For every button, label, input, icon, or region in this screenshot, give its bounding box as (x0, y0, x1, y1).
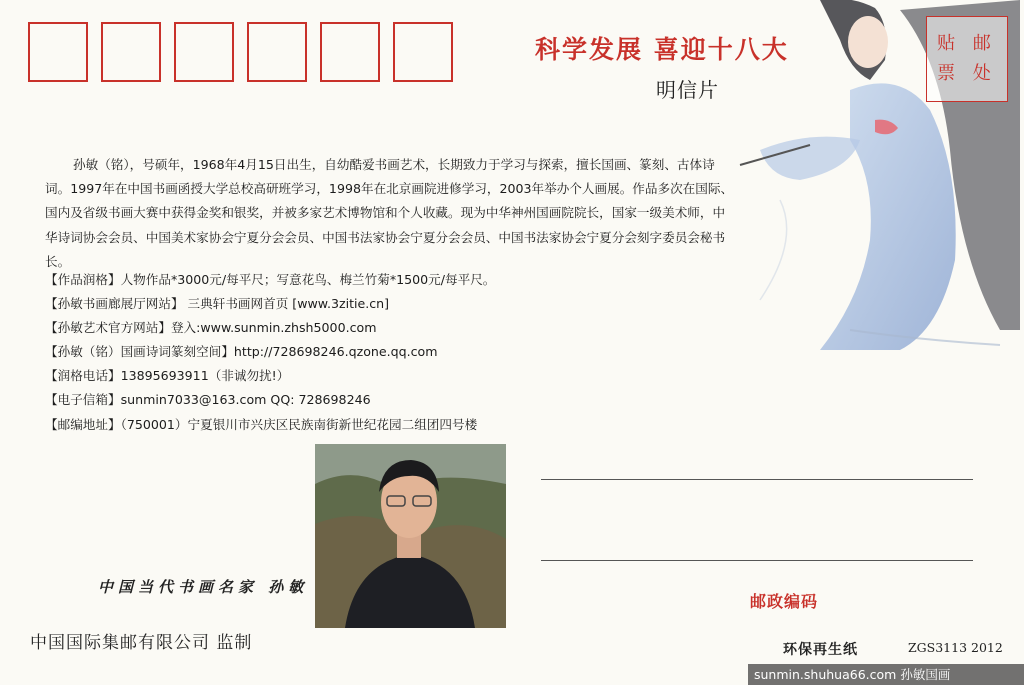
postcode-box (28, 22, 88, 82)
stamp-label-line2: 票 处 (937, 63, 997, 84)
postcode-label: 邮政编码 (750, 592, 819, 611)
postcode-box (393, 22, 453, 82)
postcode-box (101, 22, 161, 82)
artist-biography: 孙敏（铭），号硕年，1968年4月15日出生，自幼酷爱书画艺术，长期致力于学习与探索，擅长国画、篆刻、古体诗词。1997年在中国书画函授大学总校高研班学习，1998年在北京画院进修学习，2003年举办个人画展。作品多次在国际、国内及省级书画大赛中获得金奖和银奖，并被多家艺术博物馆和个人收藏。现为中华神州国画院院长，国家一级美术师，中华诗词协会会员、中国美术家协会宁夏分会会员、中国书法家协会宁夏分会会员、中国书法家协会宁夏分会刻字委员会秘书长。 (45, 157, 734, 269)
info-row-email: 【电子信箱】sunmin7033@163.com QQ: 728698246 (45, 392, 371, 408)
info-row-address: 【邮编地址】（750001）宁夏银川市兴庆区民族南街新世纪花园二组团四号楼 (45, 416, 478, 432)
postcode-boxes (28, 22, 453, 82)
address-line (541, 560, 973, 561)
info-row-qzone: 【孙敏（铭）国画诗词篆刻空间】http://728698246.qzone.qq.com (45, 344, 438, 360)
postcode-box (320, 22, 380, 82)
postcode-box (174, 22, 234, 82)
slogan-text: 科学发展 喜迎十八大 (535, 35, 789, 64)
info-row-pricing: 【作品润格】人物作品*3000元/每平尺；写意花鸟、梅兰竹菊*1500元/每平尺。 (45, 272, 496, 287)
info-row-official-site: 【孙敏艺术官方网站】登入:www.sunmin.zhsh5000.com (45, 320, 377, 336)
info-row-gallery-site: 【孙敏书画廊展厅网站】 三典轩书画网首页 [www.3zitie.cn] (45, 296, 390, 312)
postcode-box (247, 22, 307, 82)
contact-info-list (45, 268, 495, 437)
watermark-banner: sunmin.shuhua66.com 孙敏国画 (748, 664, 1024, 685)
artist-signature: 中国当代书画名家 孙敏 (98, 578, 309, 596)
postcard-title: 明信片 (656, 78, 719, 102)
serial-number: ZGS3113 2012 (908, 640, 1003, 655)
artist-portrait-photo (315, 444, 506, 628)
stamp-label-line1: 贴 邮 (937, 33, 997, 54)
publisher-text: 中国国际集邮有限公司 监制 (30, 633, 253, 653)
stamp-box (926, 16, 1008, 102)
address-line (541, 479, 973, 480)
recycled-paper-label: 环保再生纸 (783, 642, 858, 658)
info-row-phone: 【润格电话】13895693911（非诚勿扰!） (45, 368, 290, 384)
